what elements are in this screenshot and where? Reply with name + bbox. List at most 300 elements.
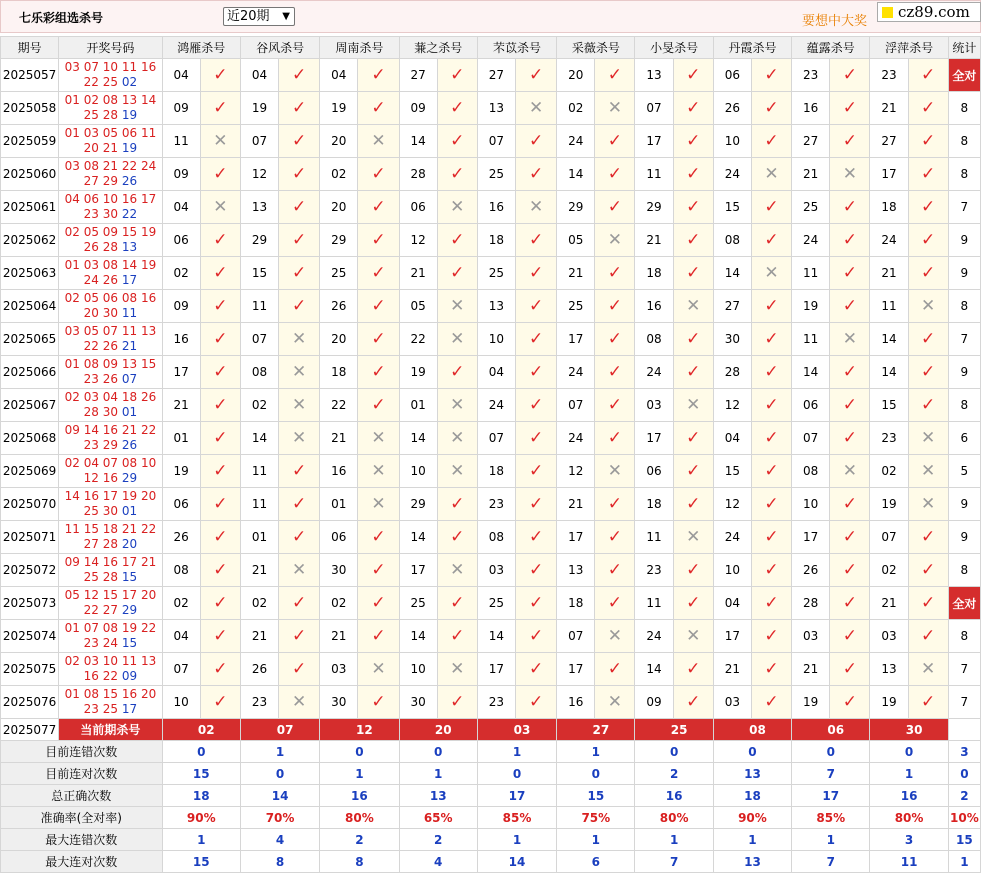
current-issue-row	[1, 719, 981, 741]
kill-number-cell: 12	[399, 224, 437, 257]
check-icon: ✓	[830, 653, 870, 686]
kill-number-cell: 25	[320, 257, 358, 290]
check-icon: ✓	[830, 488, 870, 521]
kill-number-cell: 17	[162, 356, 200, 389]
kill-number-cell: 10	[162, 686, 200, 719]
summary-value: 15	[162, 763, 240, 785]
draw-numbers-main: 16 22	[83, 669, 119, 683]
kill-number-cell: 02	[240, 389, 278, 422]
issue-cell: 2025069	[1, 455, 59, 488]
summary-value: 8	[240, 851, 319, 873]
draw-numbers-line1: 01 08 15 16 20	[64, 687, 157, 701]
summary-row	[1, 807, 981, 829]
kill-number-cell: 30	[399, 686, 437, 719]
check-icon: ✓	[673, 356, 713, 389]
table-row	[1, 290, 981, 323]
summary-value: 80%	[320, 807, 399, 829]
kill-number-cell: 25	[477, 158, 515, 191]
header-numbers: 开奖号码	[59, 37, 162, 59]
draw-numbers-cell	[59, 620, 162, 653]
summary-row	[1, 785, 981, 807]
check-icon: ✓	[830, 554, 870, 587]
draw-numbers-main: 12 16	[83, 471, 119, 485]
stat-cell: 8	[948, 290, 980, 323]
kill-number-cell: 19	[870, 686, 908, 719]
check-icon: ✓	[516, 224, 557, 257]
check-icon: ✓	[673, 323, 713, 356]
kill-number-cell: 24	[557, 125, 595, 158]
kill-number-cell: 29	[320, 224, 358, 257]
check-icon: ✓	[279, 125, 320, 158]
special-number: 17	[121, 273, 138, 287]
draw-numbers-main: 27 29	[83, 174, 119, 188]
summary-value: 7	[792, 763, 870, 785]
draw-numbers-line2	[59, 405, 161, 420]
check-icon: ✓	[279, 455, 320, 488]
kill-number-cell: 08	[713, 224, 751, 257]
check-icon: ✓	[200, 653, 240, 686]
check-icon: ✓	[279, 224, 320, 257]
check-icon: ✓	[673, 257, 713, 290]
cross-icon: ✕	[673, 290, 713, 323]
check-icon: ✓	[437, 158, 477, 191]
draw-numbers-cell	[59, 125, 162, 158]
issue-cell: 2025058	[1, 92, 59, 125]
kill-number-cell: 09	[635, 686, 673, 719]
summary-value: 15	[162, 851, 240, 873]
table-row	[1, 356, 981, 389]
summary-value: 1	[713, 829, 791, 851]
kill-number-cell: 06	[162, 224, 200, 257]
cross-icon: ✕	[279, 389, 320, 422]
summary-value: 17	[792, 785, 870, 807]
special-number: 11	[121, 306, 138, 320]
kill-number-cell: 17	[557, 653, 595, 686]
draw-numbers-line1: 01 08 09 13 15	[64, 357, 157, 371]
kill-number-cell: 10	[399, 455, 437, 488]
kill-number-cell: 26	[162, 521, 200, 554]
check-icon: ✓	[279, 521, 320, 554]
kill-number-cell: 21	[320, 422, 358, 455]
check-icon: ✓	[830, 686, 870, 719]
stat-cell: 8	[948, 554, 980, 587]
table-row	[1, 653, 981, 686]
cross-icon: ✕	[516, 191, 557, 224]
check-icon: ✓	[200, 554, 240, 587]
check-icon: ✓	[595, 257, 635, 290]
check-icon: ✓	[830, 125, 870, 158]
summary-value: 1	[948, 851, 980, 873]
draw-numbers-main: 27 28	[83, 537, 119, 551]
kill-number-cell: 13	[557, 554, 595, 587]
draw-numbers-main: 22 27	[83, 603, 119, 617]
cross-icon: ✕	[200, 125, 240, 158]
draw-numbers-line1: 02 05 06 08 16	[64, 291, 157, 305]
summary-row	[1, 741, 981, 763]
kill-number-cell: 07	[477, 125, 515, 158]
kill-number-cell: 16	[792, 92, 830, 125]
kill-number-cell: 23	[870, 422, 908, 455]
draw-numbers-cell	[59, 587, 162, 620]
cross-icon: ✕	[358, 488, 399, 521]
cross-icon: ✕	[595, 224, 635, 257]
check-icon: ✓	[516, 587, 557, 620]
header-expert: 谷风杀号	[240, 37, 319, 59]
draw-numbers-cell	[59, 323, 162, 356]
kill-number-cell: 12	[713, 488, 751, 521]
special-number: 15	[121, 570, 138, 584]
check-icon: ✓	[830, 290, 870, 323]
issue-cell: 2025059	[1, 125, 59, 158]
summary-value: 13	[399, 785, 477, 807]
issue-cell: 2025057	[1, 59, 59, 92]
summary-value: 0	[399, 741, 477, 763]
check-icon: ✓	[830, 356, 870, 389]
check-icon: ✓	[200, 356, 240, 389]
summary-value: 0	[240, 763, 319, 785]
summary-value: 0	[792, 741, 870, 763]
summary-value: 7	[792, 851, 870, 873]
kill-number-cell: 07	[240, 323, 278, 356]
kill-number-cell: 08	[162, 554, 200, 587]
stat-cell: 7	[948, 191, 980, 224]
header-expert: 小旻杀号	[635, 37, 713, 59]
kill-number-cell: 22	[320, 389, 358, 422]
check-icon: ✓	[751, 587, 791, 620]
kill-number-cell: 05	[557, 224, 595, 257]
check-icon: ✓	[516, 356, 557, 389]
draw-numbers-line1: 02 05 09 15 19	[64, 225, 157, 239]
site-logo[interactable]	[877, 2, 981, 22]
table-row	[1, 158, 981, 191]
check-icon: ✓	[279, 158, 320, 191]
kill-number-cell: 12	[713, 389, 751, 422]
current-kill-number: 12	[320, 719, 399, 741]
kill-number-cell: 19	[320, 92, 358, 125]
special-number: 17	[121, 702, 138, 716]
summary-value: 1	[557, 829, 635, 851]
kill-number-cell: 11	[240, 488, 278, 521]
summary-value: 0	[948, 763, 980, 785]
summary-value: 1	[240, 741, 319, 763]
kill-number-cell: 29	[240, 224, 278, 257]
kill-number-cell: 07	[557, 389, 595, 422]
current-kill-number: 27	[557, 719, 635, 741]
issue-cell: 2025067	[1, 389, 59, 422]
check-icon: ✓	[751, 653, 791, 686]
kill-number-cell: 15	[240, 257, 278, 290]
cross-icon: ✕	[673, 389, 713, 422]
check-icon: ✓	[516, 290, 557, 323]
kill-number-cell: 13	[870, 653, 908, 686]
table-row	[1, 92, 981, 125]
cross-icon: ✕	[908, 290, 948, 323]
draw-numbers-line1: 03 07 10 11 16	[64, 60, 157, 74]
draw-numbers-main: 25 30	[83, 504, 119, 518]
header-expert: 周南杀号	[320, 37, 399, 59]
kill-number-cell: 09	[399, 92, 437, 125]
check-icon: ✓	[908, 125, 948, 158]
kill-number-cell: 14	[240, 422, 278, 455]
cross-icon: ✕	[437, 389, 477, 422]
special-number: 26	[121, 438, 138, 452]
check-icon: ✓	[279, 653, 320, 686]
check-icon: ✓	[751, 356, 791, 389]
kill-number-cell: 21	[792, 653, 830, 686]
check-icon: ✓	[358, 620, 399, 653]
check-icon: ✓	[279, 191, 320, 224]
draw-numbers-cell	[59, 422, 162, 455]
top-bar	[0, 0, 981, 33]
kill-number-cell: 04	[162, 191, 200, 224]
stat-cell: 全对	[948, 587, 980, 620]
check-icon: ✓	[595, 653, 635, 686]
kill-number-cell: 27	[792, 125, 830, 158]
draw-numbers-cell	[59, 158, 162, 191]
kill-number-cell: 18	[635, 488, 673, 521]
kill-number-cell: 08	[792, 455, 830, 488]
check-icon: ✓	[358, 257, 399, 290]
cross-icon: ✕	[830, 323, 870, 356]
kill-number-cell: 12	[240, 158, 278, 191]
kill-number-cell: 21	[792, 158, 830, 191]
issue-cell: 2025063	[1, 257, 59, 290]
summary-label: 最大连错次数	[1, 829, 163, 851]
kill-number-cell: 21	[240, 620, 278, 653]
summary-value: 15	[557, 785, 635, 807]
kill-number-cell: 18	[320, 356, 358, 389]
kill-number-cell: 14	[399, 125, 437, 158]
check-icon: ✓	[673, 554, 713, 587]
check-icon: ✓	[673, 488, 713, 521]
check-icon: ✓	[358, 59, 399, 92]
current-kill-number: 03	[477, 719, 556, 741]
kill-number-cell: 10	[713, 554, 751, 587]
stat-cell: 8	[948, 92, 980, 125]
kill-number-cell: 02	[162, 587, 200, 620]
draw-numbers-cell	[59, 224, 162, 257]
draw-numbers-cell	[59, 554, 162, 587]
slogan-link[interactable]: 要想中大奖	[802, 14, 868, 29]
kill-number-cell: 08	[477, 521, 515, 554]
summary-value: 15	[948, 829, 980, 851]
kill-number-cell: 19	[399, 356, 437, 389]
table-row	[1, 422, 981, 455]
draw-numbers-main: 23 24	[83, 636, 119, 650]
check-icon: ✓	[751, 290, 791, 323]
draw-numbers-cell	[59, 521, 162, 554]
summary-value: 0	[557, 763, 635, 785]
check-icon: ✓	[595, 125, 635, 158]
draw-numbers-main: 23 29	[83, 438, 119, 452]
draw-numbers-cell	[59, 92, 162, 125]
check-icon: ✓	[200, 587, 240, 620]
draw-numbers-main: 23 26	[83, 372, 119, 386]
check-icon: ✓	[595, 290, 635, 323]
draw-numbers-line1: 01 03 05 06 11	[64, 126, 157, 140]
kill-number-cell: 15	[713, 455, 751, 488]
summary-value: 2	[320, 829, 399, 851]
check-icon: ✓	[830, 587, 870, 620]
summary-value: 4	[399, 851, 477, 873]
kill-number-cell: 23	[477, 686, 515, 719]
summary-value: 85%	[477, 807, 556, 829]
summary-value: 1	[635, 829, 713, 851]
check-icon: ✓	[358, 554, 399, 587]
kill-number-cell: 24	[713, 158, 751, 191]
kill-number-cell: 07	[557, 620, 595, 653]
summary-value: 18	[713, 785, 791, 807]
summary-label: 目前连错次数	[1, 741, 163, 763]
kill-number-cell: 14	[399, 422, 437, 455]
cross-icon: ✕	[595, 455, 635, 488]
kill-number-cell: 11	[635, 521, 673, 554]
kill-number-cell: 04	[162, 59, 200, 92]
stat-cell: 9	[948, 257, 980, 290]
kill-number-cell: 11	[870, 290, 908, 323]
check-icon: ✓	[673, 224, 713, 257]
kill-number-cell: 10	[399, 653, 437, 686]
issue-cell: 2025061	[1, 191, 59, 224]
check-icon: ✓	[516, 389, 557, 422]
special-number: 29	[121, 603, 138, 617]
kill-number-cell: 06	[635, 455, 673, 488]
current-kill-number: 06	[792, 719, 870, 741]
check-icon: ✓	[279, 488, 320, 521]
check-icon: ✓	[279, 59, 320, 92]
summary-value: 1	[399, 763, 477, 785]
cross-icon: ✕	[673, 620, 713, 653]
check-icon: ✓	[830, 389, 870, 422]
kill-number-cell: 29	[557, 191, 595, 224]
kill-number-cell: 21	[557, 488, 595, 521]
issue-cell: 2025072	[1, 554, 59, 587]
cross-icon: ✕	[279, 686, 320, 719]
kill-number-cell: 03	[870, 620, 908, 653]
header-expert: 丹霞杀号	[713, 37, 791, 59]
kill-number-cell: 14	[399, 521, 437, 554]
kill-number-cell: 04	[320, 59, 358, 92]
summary-value: 80%	[870, 807, 948, 829]
check-icon: ✓	[673, 587, 713, 620]
kill-number-cell: 14	[792, 356, 830, 389]
cross-icon: ✕	[908, 488, 948, 521]
table-row	[1, 587, 981, 620]
cross-icon: ✕	[908, 455, 948, 488]
kill-number-cell: 06	[399, 191, 437, 224]
kill-number-cell: 07	[477, 422, 515, 455]
header-expert: 芣苡杀号	[477, 37, 556, 59]
check-icon: ✓	[751, 59, 791, 92]
draw-numbers-main: 24 26	[83, 273, 119, 287]
kill-number-cell: 27	[713, 290, 751, 323]
cross-icon: ✕	[358, 455, 399, 488]
check-icon: ✓	[673, 422, 713, 455]
kill-number-cell: 18	[477, 455, 515, 488]
check-icon: ✓	[595, 356, 635, 389]
summary-value: 13	[713, 851, 791, 873]
check-icon: ✓	[516, 653, 557, 686]
cross-icon: ✕	[358, 653, 399, 686]
kill-number-cell: 13	[635, 59, 673, 92]
check-icon: ✓	[437, 686, 477, 719]
special-number: 13	[121, 240, 138, 254]
kill-number-cell: 09	[162, 158, 200, 191]
kill-number-cell: 21	[320, 620, 358, 653]
check-icon: ✓	[516, 59, 557, 92]
kill-number-cell: 19	[870, 488, 908, 521]
draw-numbers-main: 23 30	[83, 207, 119, 221]
check-icon: ✓	[673, 455, 713, 488]
draw-numbers-cell	[59, 257, 162, 290]
kill-number-cell: 03	[635, 389, 673, 422]
check-icon: ✓	[279, 257, 320, 290]
check-icon: ✓	[358, 191, 399, 224]
stat-cell: 9	[948, 488, 980, 521]
kill-number-cell: 14	[399, 620, 437, 653]
check-icon: ✓	[751, 389, 791, 422]
kill-number-cell: 17	[635, 422, 673, 455]
kill-number-cell: 06	[162, 488, 200, 521]
period-select[interactable]	[223, 7, 295, 26]
stat-cell: 9	[948, 224, 980, 257]
check-icon: ✓	[908, 521, 948, 554]
kill-number-cell: 08	[635, 323, 673, 356]
check-icon: ✓	[358, 92, 399, 125]
check-icon: ✓	[751, 521, 791, 554]
issue-cell: 2025074	[1, 620, 59, 653]
kill-number-cell: 03	[792, 620, 830, 653]
draw-numbers-line1: 09 14 16 21 22	[64, 423, 157, 437]
summary-label: 最大连对次数	[1, 851, 163, 873]
summary-value: 90%	[162, 807, 240, 829]
kill-number-cell: 11	[792, 323, 830, 356]
current-kill-number: 07	[240, 719, 319, 741]
summary-value: 1	[162, 829, 240, 851]
current-stat-empty	[948, 719, 980, 741]
draw-numbers-line1: 14 16 17 19 20	[64, 489, 157, 503]
kill-number-cell: 04	[240, 59, 278, 92]
kill-number-cell: 24	[557, 422, 595, 455]
summary-value: 75%	[557, 807, 635, 829]
draw-numbers-line2	[59, 108, 161, 123]
header-expert: 采薇杀号	[557, 37, 635, 59]
summary-value: 11	[870, 851, 948, 873]
summary-value: 18	[162, 785, 240, 807]
table-row	[1, 191, 981, 224]
kill-number-cell: 20	[320, 191, 358, 224]
header-stat: 统计	[948, 37, 980, 59]
special-number: 20	[121, 537, 138, 551]
kill-number-cell: 17	[557, 323, 595, 356]
check-icon: ✓	[830, 521, 870, 554]
kill-number-cell: 26	[792, 554, 830, 587]
current-kill-number: 08	[713, 719, 791, 741]
draw-numbers-line1: 02 04 07 08 10	[64, 456, 157, 470]
summary-value: 1	[557, 741, 635, 763]
check-icon: ✓	[358, 224, 399, 257]
kill-number-cell: 01	[320, 488, 358, 521]
special-number: 29	[121, 471, 138, 485]
check-icon: ✓	[200, 257, 240, 290]
check-icon: ✓	[516, 257, 557, 290]
cross-icon: ✕	[200, 191, 240, 224]
special-number: 22	[121, 207, 138, 221]
table-row	[1, 455, 981, 488]
check-icon: ✓	[673, 686, 713, 719]
stat-cell: 8	[948, 158, 980, 191]
check-icon: ✓	[200, 620, 240, 653]
